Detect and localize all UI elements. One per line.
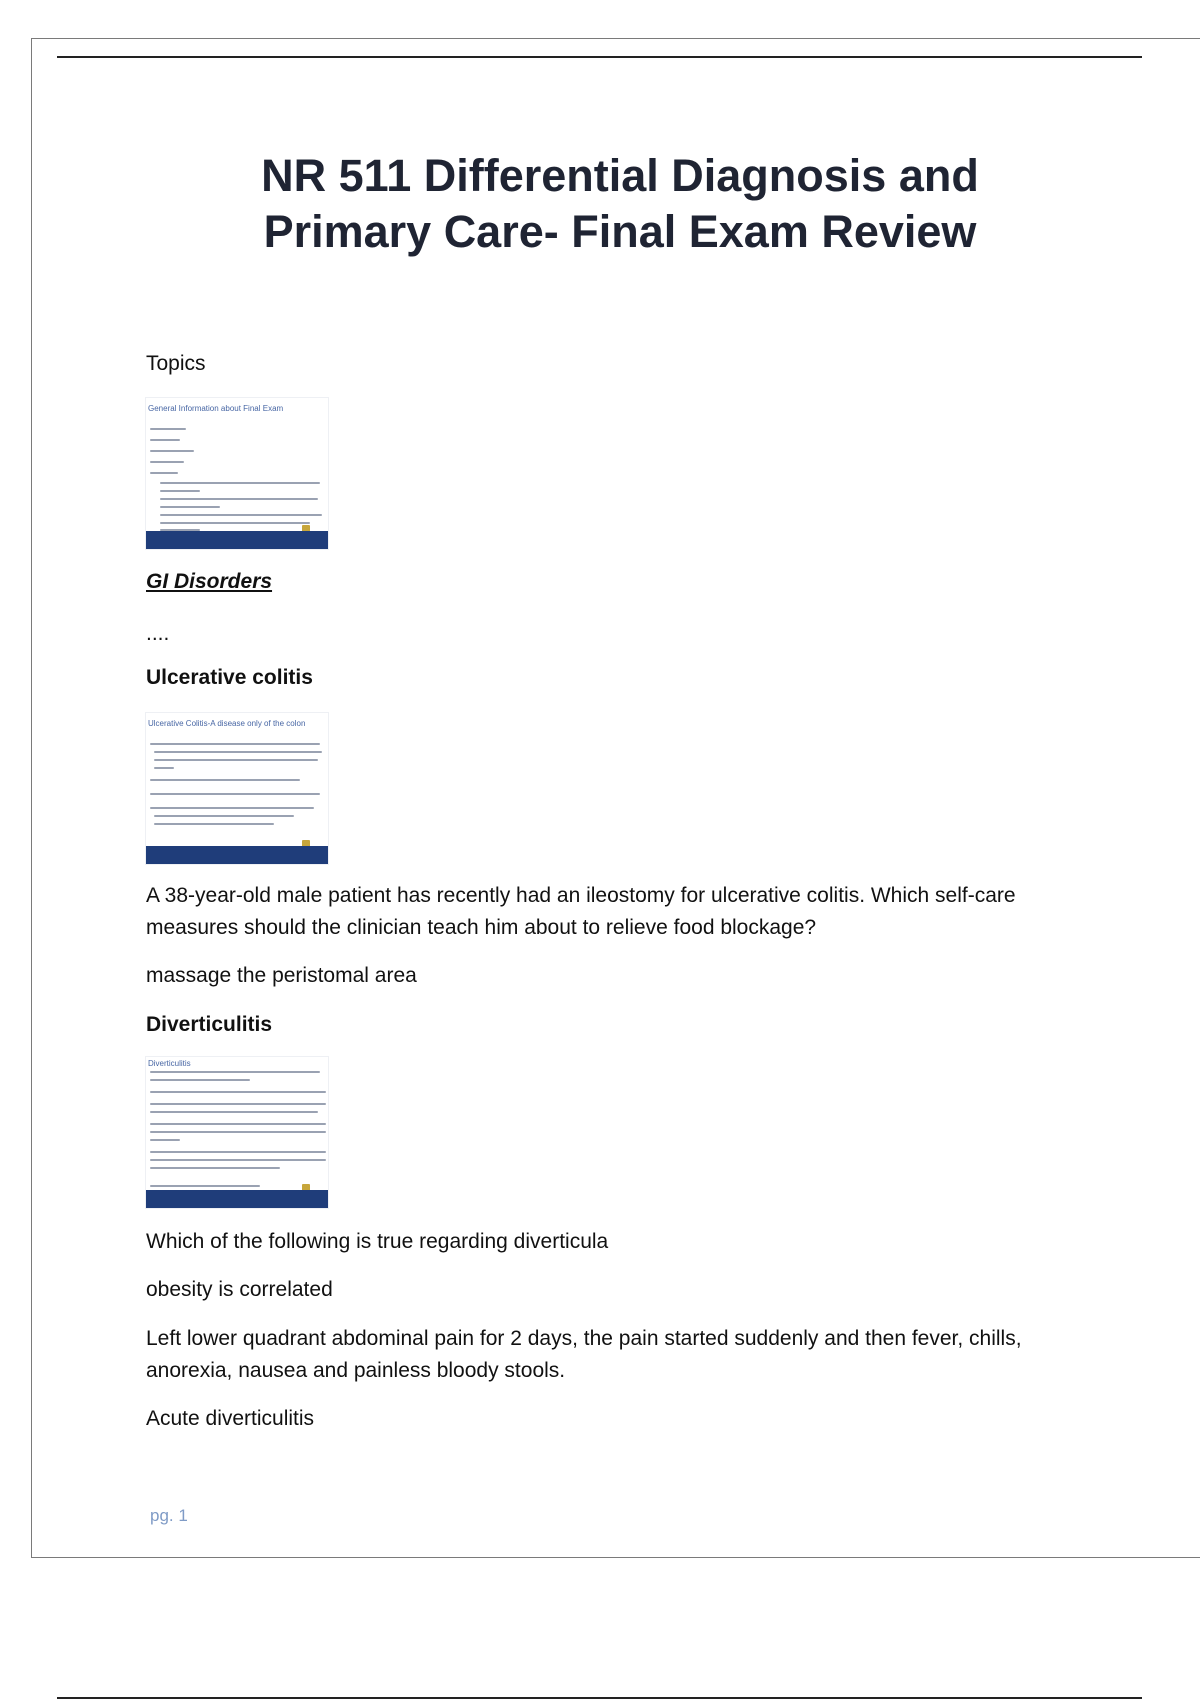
slide-text-line <box>150 461 184 463</box>
slide-text-line <box>150 779 300 781</box>
slide-text-line <box>150 1139 180 1141</box>
topics-label: Topics <box>146 352 206 375</box>
slide-text-line <box>150 743 320 745</box>
slide-text-line <box>150 1123 326 1125</box>
diverticula-answer: obesity is correlated <box>146 1278 333 1301</box>
slide-text-line <box>150 1131 326 1133</box>
slide-text-line <box>150 1111 318 1113</box>
slide-text-line <box>154 759 318 761</box>
gi-disorders-heading: GI Disorders <box>146 570 273 593</box>
diverticulitis-slide-thumbnail <box>146 1057 328 1208</box>
slide-text-line <box>150 1151 326 1153</box>
diverticulitis-slide-title: Diverticulitis <box>148 1059 191 1068</box>
header-rule <box>57 56 1142 58</box>
slide-text-line <box>150 1103 326 1105</box>
slide-text-line <box>154 751 322 753</box>
slide-text-line <box>150 793 320 795</box>
uc-answer: massage the peristomal area <box>146 964 417 987</box>
uc-question <box>146 880 1016 944</box>
slide-text-line <box>150 439 180 441</box>
slide-footer-bar <box>146 531 328 549</box>
slide-text-line <box>150 1071 320 1073</box>
slide-text-line <box>150 1185 260 1187</box>
uc-question-line-2: measures should the clinician teach him about to relieve food blockage? <box>146 916 817 939</box>
page-number: pg. 1 <box>150 1506 188 1525</box>
title-line-2: Primary Care- Final Exam Review <box>263 206 977 257</box>
ulcerative-colitis-slide-thumbnail <box>146 713 328 864</box>
footer-rule <box>57 1697 1142 1699</box>
slide-text-line <box>150 1091 326 1093</box>
slide-footer-bar <box>146 1190 328 1208</box>
diverticulitis-case-answer: Acute diverticulitis <box>146 1407 315 1430</box>
ellipsis: .... <box>146 622 170 645</box>
slide-text-line <box>160 522 310 524</box>
slide-text-line <box>150 1167 280 1169</box>
slide-text-line <box>160 506 220 508</box>
topics-slide-title: General Information about Final Exam <box>148 404 284 413</box>
uc-question-line-1: A 38-year-old male patient has recently had an ileostomy for ulcerative colitis. Which self-care <box>146 884 1016 907</box>
document-title <box>120 148 1120 260</box>
slide-text-line <box>150 450 194 452</box>
slide-text-line <box>160 498 318 500</box>
slide-text-line <box>160 514 322 516</box>
slide-footer-bar <box>146 846 328 864</box>
topics-slide-thumbnail <box>146 398 328 549</box>
diverticulitis-case-line-2: anorexia, nausea and painless bloody stools. <box>146 1359 566 1382</box>
slide-text-line <box>150 1159 326 1161</box>
diverticulitis-case <box>146 1323 1022 1387</box>
ulcerative-colitis-slide-title: Ulcerative Colitis-A disease only of the colon <box>148 719 306 728</box>
slide-text-line <box>150 428 186 430</box>
diverticula-question: Which of the following is true regarding diverticula <box>146 1230 609 1253</box>
slide-text-line <box>160 482 320 484</box>
title-line-1: NR 511 Differential Diagnosis and <box>261 150 979 201</box>
diverticulitis-heading: Diverticulitis <box>146 1013 273 1036</box>
slide-text-line <box>154 767 174 769</box>
diverticulitis-case-line-1: Left lower quadrant abdominal pain for 2 days, the pain started suddenly and then fever, chills, <box>146 1327 1022 1350</box>
slide-text-line <box>150 1079 250 1081</box>
ulcerative-colitis-heading: Ulcerative colitis <box>146 666 313 689</box>
slide-text-line <box>150 472 178 474</box>
slide-text-line <box>154 823 274 825</box>
slide-text-line <box>150 807 314 809</box>
slide-text-line <box>160 490 200 492</box>
slide-text-line <box>154 815 294 817</box>
